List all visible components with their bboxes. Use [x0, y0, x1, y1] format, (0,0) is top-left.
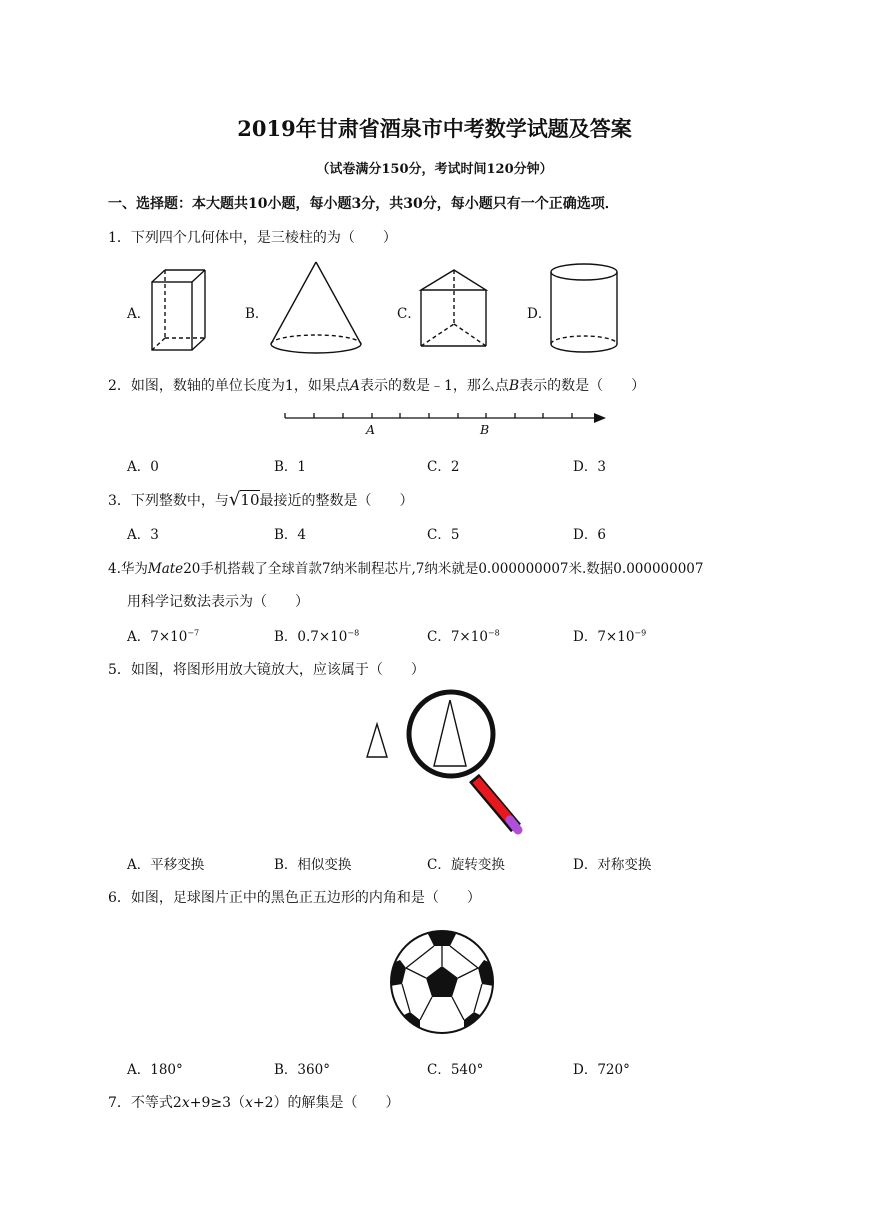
q7-text-mid: +9≥3（: [189, 1095, 246, 1111]
q7-var-1: x: [181, 1095, 190, 1111]
q3-option-d: D．6: [573, 527, 606, 543]
q4-option-a-exp: −7: [187, 628, 200, 638]
q7-text-pre: 7．不等式2: [108, 1095, 182, 1111]
number-line-label-a: A: [366, 422, 376, 437]
q4-option-a: [127, 625, 199, 645]
q7-text-post: +2）的解集是（ ）: [252, 1095, 400, 1111]
number-line-figure: [280, 408, 610, 432]
question-3: [108, 489, 414, 510]
q4-text-post: 20手机搭载了全球首款7纳米制程芯片,7纳米就是0.000000007米.数据0.000000007: [183, 561, 704, 577]
q5-option-d: D．对称变换: [573, 857, 652, 873]
q1-option-c: C．: [397, 306, 421, 322]
question-2: [108, 375, 645, 395]
cylinder-figure: [548, 262, 620, 356]
q2-option-c: C．2: [427, 459, 460, 475]
q2-option-a: A．0: [127, 459, 159, 475]
q2-var-a: A: [349, 378, 360, 394]
q1-option-a: A．: [127, 306, 151, 322]
q7-var-2: x: [245, 1095, 253, 1111]
question-1: 1．下列四个几何体中，是三棱柱的为（ ）: [108, 230, 397, 246]
q2-option-b: B．1: [274, 459, 307, 475]
q4-option-b: [274, 625, 359, 645]
question-6: 6．如图，足球图片正中的黑色正五边形的内角和是（ ）: [108, 890, 481, 906]
q1-option-b: B．: [245, 306, 269, 322]
q4-option-c: [427, 625, 500, 645]
q3-option-a: A．3: [127, 527, 159, 543]
q2-text-mid: 表示的数是﹣1，那么点: [359, 378, 509, 394]
q3-text-pre: 3．下列整数中，与: [108, 493, 229, 509]
number-line-label-b: B: [480, 422, 490, 437]
q5-option-a: A．平移变换: [127, 857, 205, 873]
q4-option-d-exp: −9: [634, 628, 647, 638]
magnifier-figure: [404, 688, 530, 840]
q6-option-c: C．540°: [427, 1062, 484, 1078]
q4-var: Mate: [147, 561, 184, 577]
q4-text-pre: 4.华为: [108, 561, 148, 577]
q4-option-c-exp: −8: [487, 628, 500, 638]
q4-option-b-exp: −8: [347, 628, 360, 638]
arrow-head-icon: [594, 413, 606, 423]
q2-var-b: B: [508, 378, 520, 394]
question-7: [108, 1092, 400, 1112]
question-4-line-1: [108, 557, 704, 577]
soccer-ball-figure: [388, 928, 496, 1036]
cone-figure: [268, 260, 364, 356]
q3-text-post: 最接近的整数是（ ）: [259, 493, 414, 509]
q2-text-pre: 2．如图，数轴的单位长度为1，如果点: [108, 378, 350, 394]
rectangular-prism-figure: [150, 268, 210, 354]
question-5: 5．如图，将图形用放大镜放大，应该属于（ ）: [108, 662, 425, 678]
triangular-prism-figure: [418, 268, 490, 350]
q6-option-d: D．720°: [573, 1062, 630, 1078]
sqrt-symbol: √: [228, 489, 241, 510]
q4-option-d: [573, 625, 646, 645]
q1-option-d: D．: [527, 306, 552, 322]
small-triangle-figure: [366, 722, 390, 760]
q3-radicand: 10: [240, 491, 260, 509]
q3-option-c: C．5: [427, 527, 460, 543]
question-4-line-2: 用科学记数法表示为（ ）: [127, 594, 309, 610]
section-heading: 一、选择题：本大题共10小题，每小题3分，共30分，每小题只有一个正确选项．: [108, 196, 619, 212]
q6-option-a: A．180°: [127, 1062, 183, 1078]
q2-option-d: D．3: [573, 459, 606, 475]
q3-option-b: B．4: [274, 527, 307, 543]
q2-text-post: 表示的数是（ ）: [519, 378, 646, 394]
q6-option-b: B．360°: [274, 1062, 330, 1078]
q5-option-b: B．相似变换: [274, 857, 352, 873]
exam-info: （试卷满分150分，考试时间120分钟）: [316, 162, 553, 177]
q4-option-b-base: B．0.7×10: [274, 629, 348, 645]
q4-option-d-base: D．7×10: [573, 629, 635, 645]
page-title: 2019年甘肃省酒泉市中考数学试题及答案: [237, 116, 632, 141]
q5-option-c: C．旋转变换: [427, 857, 505, 873]
q4-option-a-base: A．7×10: [127, 629, 188, 645]
q4-option-c-base: C．7×10: [427, 629, 488, 645]
